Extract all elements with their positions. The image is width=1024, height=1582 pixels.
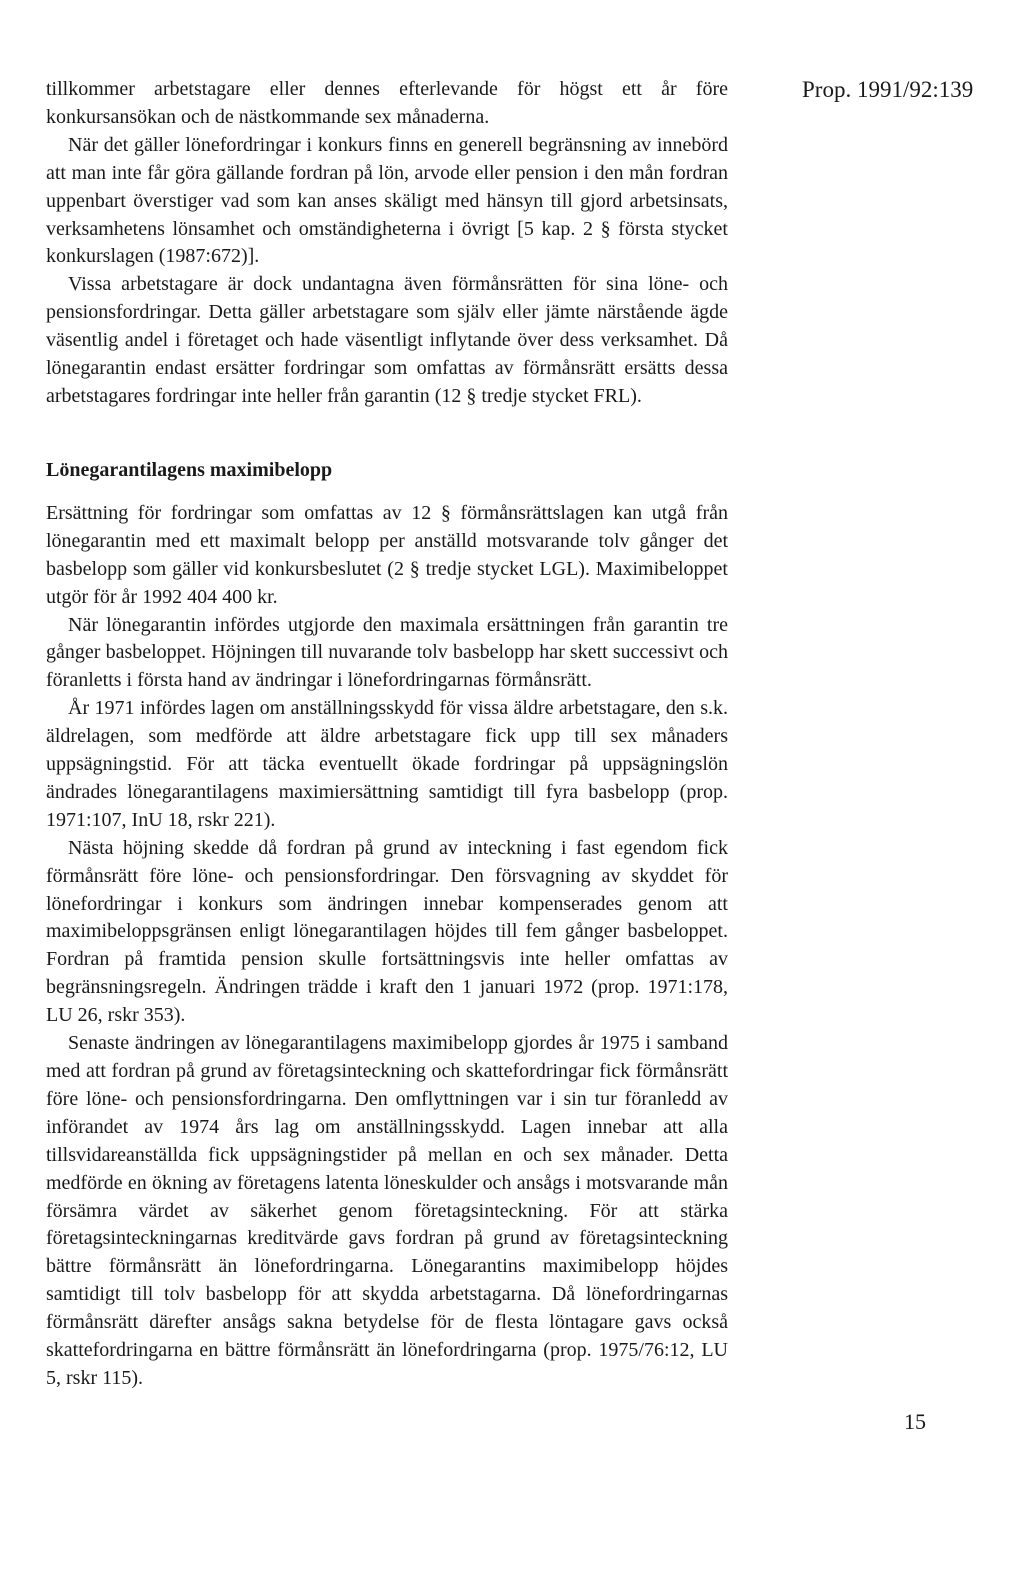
paragraph-exceptions: Vissa arbetstagare är dock undantagna även förmånsrätten för sina löne- och pensionsfordringar. Detta gäller arbetstagare som själv eller jämte närstående ägde väsentlig andel i företaget och hade väsentligt inflytande över dess verksamhet. Då lönegarantin endast ersätter fordringar som omfattas av förmånsrätt ersätts dessa arbetstagares fordringar inte heller från garantin (12 § tredje stycket FRL).: [46, 273, 728, 407]
paragraph-max-amount: Ersättning för fordringar som omfattas av 12 § förmånsrättslagen kan utgå från lönegarantin med ett maximalt belopp per anställd motsvarande tolv gånger det basbelopp som gäller vid konkursbeslutet (2 § tredje stycket LGL). Maximibeloppet utgör för år 1992 404 400 kr.: [46, 501, 728, 608]
paragraph-1971: År 1971 infördes lagen om anställningsskydd för vissa äldre arbetstagare, den s.k. äldrelagen, som medförde att äldre arbetstagare fick upp till sex månaders uppsägningstid. För att täcka eventuellt ökade fordringar på uppsägningslön ändrades lönegarantilagens maximiersättning samtidigt till fyra basbelopp (prop. 1971:107, InU 18, rskr 221).: [46, 697, 728, 831]
paragraph-limitation: När det gäller lönefordringar i konkurs finns en generell begränsning av innebörd att man inte får göra gällande fordran på lön, arvode eller pension i den mån fordran uppenbart överstiger vad som kan anses skäligt med hänsyn till gjord arbetsinsats, verksamhetens lönsamhet och omständigheterna i övrigt [5 kap. 2 § första stycket konkurslagen (1987:672)].: [46, 133, 728, 268]
section-heading: Lönegarantilagens maximibelopp: [46, 458, 333, 481]
paragraph-history-intro: När lönegarantin infördes utgjorde den maximala ersättningen från garantin tre gånger basbeloppet. Höjningen till nuvarande tolv basbelopp har skett successivt och föranletts i första hand av ändringar i lönefordringarnas förmånsrätt.: [46, 613, 728, 692]
paragraph-1972: Nästa höjning skedde då fordran på grund av inteckning i fast egendom fick förmånsrätt före löne- och pensionsfordringar. Den försvagning av skyddet för lönefordringar i konkurs som ändringen innebar kompenserades genom att maximibeloppsgränsen enligt lönegarantilagen höjdes till fem gånger basbeloppet. Fordran på framtida pension skulle fortsättningsvis inte heller omfattas av begränsningsregeln. Ändringen trädde i kraft den 1 januari 1972 (prop. 1971:178, LU 26, rskr 353).: [46, 836, 728, 1027]
document-body: [46, 76, 728, 1393]
page-number: 15: [904, 1409, 926, 1434]
paragraph-1975: Senaste ändringen av lönegarantilagens maximibelopp gjordes år 1975 i samband med att fordran på grund av företagsinteckning och skattefordringar fick förmånsrätt före löne- och pensionsfordringarna. Den omflyttningen var i sin tur föranledd av införandet av 1974 års lag om anställningsskydd. Lagen innebar att alla tillsvidareanställda fick uppsägningstider på mellan en och sex månader. Detta medförde en ökning av företagens latenta löneskulder och ansågs i motsvarande mån försämra värdet av säkerhet genom företagsinteckning. För att stärka företagsinteckningarnas kreditvärde gavs fordran på grund av företagsinteckning bättre förmånsrätt än lönefordringarna. Lönegarantins maximibelopp höjdes samtidigt till tolv basbelopp för att skydda arbetstagarna. Då lönefordringarnas förmånsrätt därefter ansågs sakna betydelse för de flesta löntagare gavs också skattefordringarna en bättre förmånsrätt än lönefordringarna (prop. 1975/76:12, LU 5, rskr 115).: [46, 1032, 728, 1389]
paragraph-continuation: tillkommer arbetstagare eller dennes efterlevande för högst ett år före konkursansökan och de nästkommande sex månaderna.: [46, 78, 728, 128]
proposition-reference: Prop. 1991/92:139: [802, 77, 974, 102]
